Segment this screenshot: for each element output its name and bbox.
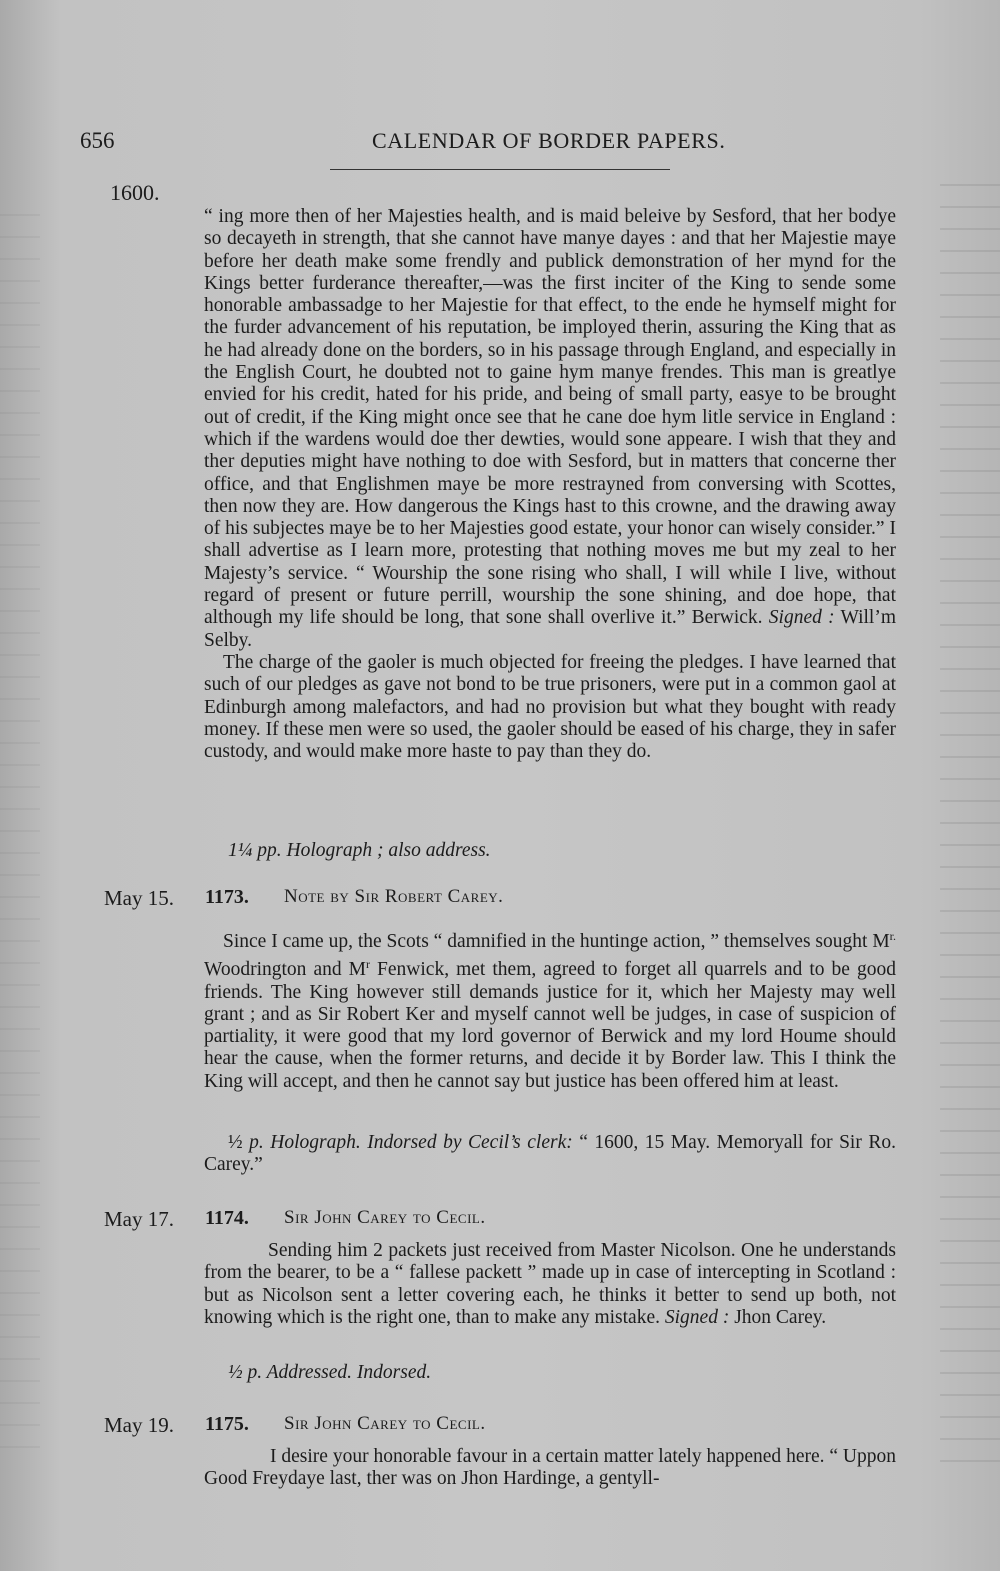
bleed-through-text-left — [0, 200, 40, 1450]
entry-title: Sir John Carey to Cecil. — [284, 1207, 486, 1228]
superscript: r — [366, 957, 370, 972]
page-count: ½ — [228, 1132, 243, 1153]
entry-title: Sir John Carey to Cecil. — [284, 1413, 486, 1434]
entry-text — [204, 925, 896, 1093]
entry-title: Note by Sir Robert Carey. — [284, 886, 504, 907]
text-run: Woodrington and M — [204, 959, 366, 981]
entry-text — [204, 1240, 896, 1329]
running-title: CALENDAR OF BORDER PAPERS. — [372, 128, 726, 153]
entry-date: May 19. — [104, 1413, 174, 1437]
description-text: “ 1600, 15 May. Memoryall for Sir Ro. Carey.” — [204, 1132, 896, 1176]
bleed-through-text — [940, 170, 1000, 1470]
year-marker: 1600. — [110, 180, 160, 205]
description-italic: p. Holograph. Indorsed by Cecil’s clerk: — [249, 1132, 573, 1153]
header-rule — [330, 169, 670, 170]
description-text: pp. Holograph ; also address. — [257, 840, 491, 861]
entry-number: 1174. — [205, 1207, 249, 1229]
text-run: Since I came up, the Scots “ damnified in the huntinge action, ” themselves sought M — [223, 931, 890, 952]
signer: Will’m Selby. — [204, 607, 896, 651]
signed-label: Signed : — [768, 607, 835, 629]
paragraph — [204, 206, 896, 652]
page-count: 1¼ — [228, 840, 253, 861]
signed-label: Signed : — [664, 1306, 730, 1328]
entry-continuation-text — [204, 206, 896, 763]
signer: Jhon Carey. — [734, 1306, 827, 1328]
paragraph-text: “ ing more then of her Majesties health, and is maid beleive by Sesford, that her bodye so decayeth in strength, that she cannot have manye dayes : and that her Majestie maye before her death make some frendly and publick demonstration of her mynd for the Kings better furderance thereafter,—was the first inciter of the King to sende some honorable ambassadge to her Majestie for that effect, to the ende he hymself might for the furder advancement of his reputation, be imployed therin, assuring the King that as he had already done on the borders, so in his passage through England, and especially in the English Court, he doubted not to gaine hym manye frendes. This man is greatlye envied for his credit, hated for his pride, and being of small party, easye to be brought out of credit, if the King might once see that he cane doe hym litle service in England : which if the wardens would doe ther dewties, would sone appeare. I wish that they and ther deputies might have nothing to doe with Sesford, but in matters that concerne ther office, and that Englishmen maye be more restrayned from conversing with Scottes, then now they are. How dangerous the Kings hast to this crowne, and the drawing away of his subjectes maye be to her Majesties good estate, your honor can wisely consider.” I shall advertise as I learn more, protesting that nothing moves me but my zeal to her Majesty’s service. “ Wourship the sone rising who shall, I will while I live, without regard of present or future perrill, wourship the sone shining, and doe hope, that although my life should be long, that sone shall overlive it.” Berwick. — [204, 206, 896, 629]
paragraph — [204, 1240, 896, 1329]
paragraph: I desire your honorable favour in a certain matter lately happened here. “ Uppon Good Freydaye last, ther was on Jhon Hardinge, a gentyll- — [204, 1446, 896, 1490]
entry-date: May 17. — [104, 1207, 174, 1231]
page-header — [80, 128, 900, 162]
text-run: Fenwick, met them, agreed to forget all quarrels and to be good friends. The King however still demands justice for it, which her Majesty may well grant ; and as Sir Robert Ker and myself cannot well be judges, in case of suspicion of partiality, it were good that my lord governor of Berwick and my lord Houme should hear the cause, when the former returns, and decide it by Border law. This I think the King will accept, and then he cannot say but justice has been offered him at least. — [204, 959, 896, 1092]
document-description — [228, 1362, 431, 1384]
superscript: r. — [889, 929, 896, 943]
document-description — [204, 1132, 896, 1177]
paragraph — [204, 925, 896, 1093]
entry-date: May 15. — [104, 886, 174, 910]
page-number: 656 — [80, 128, 115, 153]
entry-number: 1175. — [205, 1413, 249, 1435]
entry-number: 1173. — [205, 886, 249, 908]
description-text: p. Addressed. Indorsed. — [247, 1362, 432, 1383]
entry-text — [204, 1446, 896, 1491]
page-count: ½ — [228, 1362, 243, 1383]
document-description — [228, 840, 491, 862]
paragraph-text: Sending him 2 packets just received from Master Nicolson. One he understands from the bearer, to be a “ fallese packett ” made up in case of intercepting in Scotland : but as Nicolson sent a letter covering each, he thinks it better to send up both, not knowing which is the right one, than to make any mistake. — [204, 1240, 896, 1328]
paragraph: The charge of the gaoler is much objected for freeing the pledges. I have learned that such of our pledges as gave not bond to be true prisoners, were put in a common gaol at Edinburgh among malefactors, and had no provision but what they bought with ready money. If these men were so used, the gaoler should be eased of his charge, they in safer custody, and would make more haste to pay than they do. — [204, 651, 896, 763]
